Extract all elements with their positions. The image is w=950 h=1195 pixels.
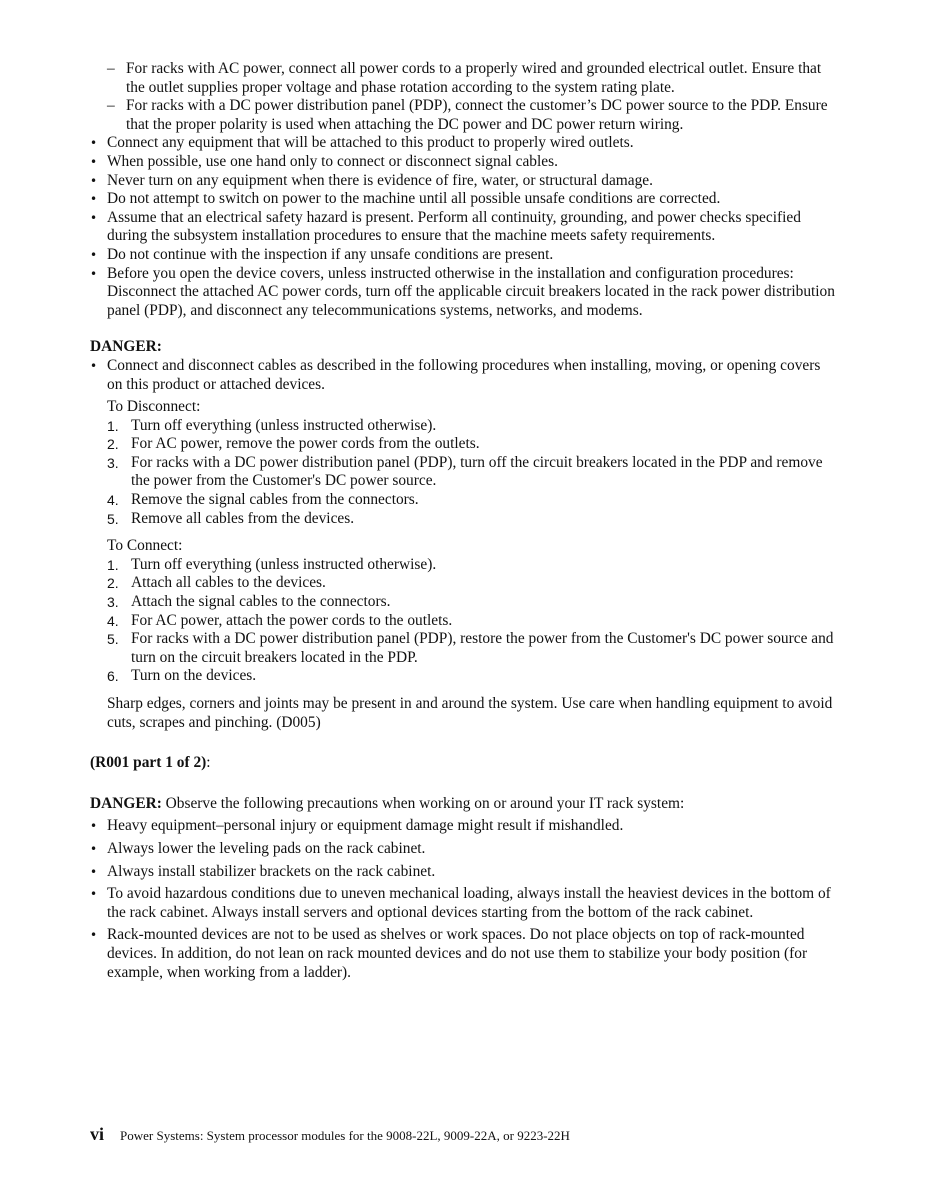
bullet-item-text: Do not continue with the inspection if any unsafe conditions are present. [107, 245, 554, 263]
step-number: 2. [107, 436, 119, 453]
connect-step [90, 612, 835, 631]
step-text: For AC power, attach the power cords to the outlets. [131, 611, 453, 629]
step-number: 4. [107, 612, 119, 629]
bullet-item [90, 134, 835, 153]
bullet-marker: • [90, 864, 98, 879]
step-text: Remove all cables from the devices. [131, 509, 355, 527]
connect-step [90, 667, 835, 686]
bullet-item-text: Always install stabilizer brackets on the rack cabinet. [107, 862, 436, 880]
disconnect-step [90, 491, 835, 510]
danger-heading: DANGER: [90, 338, 162, 356]
disconnect-step [90, 417, 835, 436]
step-number: 1. [107, 417, 119, 434]
bullet-item-text: Connect any equipment that will be attached to this product to properly wired outlets. [107, 134, 634, 152]
connect-step [90, 556, 835, 575]
r001-label [90, 754, 835, 773]
bullet-item [90, 840, 835, 859]
step-text: Attach the signal cables to the connectors. [131, 593, 391, 611]
bullet-item [90, 190, 835, 209]
bullet-item [90, 265, 835, 321]
bullet-item-text: Heavy equipment–personal injury or equipment damage might result if mishandled. [107, 817, 624, 835]
page-number: vi [90, 1124, 105, 1144]
r001-colon: : [206, 754, 211, 772]
bullet-item [90, 357, 835, 394]
dash-item [90, 60, 835, 97]
bullet-item-text: Never turn on any equipment when there is evidence of fire, water, or structural damage. [107, 171, 653, 189]
danger-heading: DANGER: [90, 794, 162, 812]
dash-item-text: For racks with a DC power distribution panel (PDP), connect the customer’s DC power source to the PDP. Ensure that the proper polarity is used when attaching the DC power and DC power return wiring. [126, 97, 828, 133]
step-text: Attach all cables to the devices. [131, 574, 326, 592]
bullet-marker: • [90, 210, 98, 225]
dash-item-text: For racks with AC power, connect all power cords to a properly wired and grounded electrical outlet. Ensure that the outlet supplies proper voltage and phase rotation according to the system rating plate. [126, 60, 822, 96]
document-body [90, 60, 835, 982]
bullet-item-text: Connect and disconnect cables as described in the following procedures when installing, moving, or opening covers on this product or attached devices. [107, 356, 821, 393]
r001-label-text: (R001 part 1 of 2) [90, 754, 207, 772]
disconnect-step [90, 454, 835, 491]
connect-label: To Connect: [107, 537, 183, 555]
bullet-item [90, 246, 835, 265]
step-text: Turn off everything (unless instructed otherwise). [131, 416, 437, 434]
bullet-item [90, 885, 835, 922]
step-text: Remove the signal cables from the connectors. [131, 491, 419, 509]
bullet-item-text: Assume that an electrical safety hazard is present. Perform all continuity, grounding, and power checks specified during the subsystem installation procedures to ensure that the machine meets safety requirements. [107, 208, 801, 245]
step-number: 5. [107, 510, 119, 527]
sharp-edges-note: Sharp edges, corners and joints may be present in and around the system. Use care when handling equipment to avoid cuts, scrapes and pinching. (D005) [107, 695, 833, 731]
bullet-marker: • [90, 136, 98, 151]
bullet-marker: • [90, 247, 98, 262]
bullet-item [90, 209, 835, 246]
bullet-marker: • [90, 887, 98, 902]
bullet-item [90, 153, 835, 172]
bullet-item-text: Before you open the device covers, unless instructed otherwise in the installation and configuration procedures: Disconnect the attached AC power cords, turn off the applicable circuit breakers located in the rack power distribution panel (PDP), and disconnect any telecommunications systems, networks, and modems. [107, 264, 835, 319]
step-text: Turn off everything (unless instructed otherwise). [131, 555, 437, 573]
step-number: 5. [107, 631, 119, 648]
step-number: 1. [107, 556, 119, 573]
bullet-item [90, 863, 835, 882]
bullet-marker: • [90, 928, 98, 943]
dash-marker: – [107, 97, 115, 115]
step-number: 6. [107, 668, 119, 685]
bullet-item [90, 926, 835, 982]
bullet-item [90, 172, 835, 191]
bullet-item-text: When possible, use one hand only to connect or disconnect signal cables. [107, 152, 558, 170]
bullet-marker: • [90, 192, 98, 207]
disconnect-label: To Disconnect: [107, 398, 201, 416]
disconnect-step [90, 435, 835, 454]
bullet-marker: • [90, 154, 98, 169]
dash-item [90, 97, 835, 134]
bullet-item-text: Rack-mounted devices are not to be used as shelves or work spaces. Do not place objects on top of rack-mounted devices. In addition, do not lean on rack mounted devices and do not use them to stabilize your body position (for example, when working from a ladder). [107, 926, 808, 981]
step-text: Turn on the devices. [131, 667, 257, 685]
bullet-item-text: To avoid hazardous conditions due to uneven mechanical loading, always install the heaviest devices in the bottom of the rack cabinet. Always install servers and optional devices starting from the bottom of the rack cabinet. [107, 885, 831, 921]
footer-title: Power Systems: System processor modules for the 9008-22L, 9009-22A, or 9223-22H [120, 1128, 570, 1143]
step-text: For racks with a DC power distribution panel (PDP), turn off the circuit breakers located in the PDP and remove the power from the Customer's DC power source. [131, 453, 823, 490]
step-text: For AC power, remove the power cords from the outlets. [131, 435, 480, 453]
bullet-marker: • [90, 358, 98, 373]
page-footer [90, 1124, 570, 1145]
step-number: 3. [107, 594, 119, 611]
bullet-marker: • [90, 841, 98, 856]
danger-intro [90, 795, 835, 814]
step-number: 3. [107, 454, 119, 471]
bullet-item [90, 817, 835, 836]
bullet-item-text: Do not attempt to switch on power to the machine until all possible unsafe conditions are corrected. [107, 190, 721, 208]
danger-intro-text: Observe the following precautions when working on or around your IT rack system: [161, 794, 685, 812]
connect-step [90, 593, 835, 612]
bullet-marker: • [90, 173, 98, 188]
bullet-marker: • [90, 819, 98, 834]
connect-step [90, 630, 835, 667]
step-number: 2. [107, 575, 119, 592]
connect-step [90, 574, 835, 593]
step-text: For racks with a DC power distribution panel (PDP), restore the power from the Customer's DC power source and turn on the circuit breakers located in the PDP. [131, 630, 834, 666]
bullet-marker: • [90, 266, 98, 281]
bullet-item-text: Always lower the leveling pads on the rack cabinet. [107, 839, 426, 857]
step-number: 4. [107, 492, 119, 509]
disconnect-step [90, 510, 835, 529]
dash-marker: – [107, 60, 115, 77]
